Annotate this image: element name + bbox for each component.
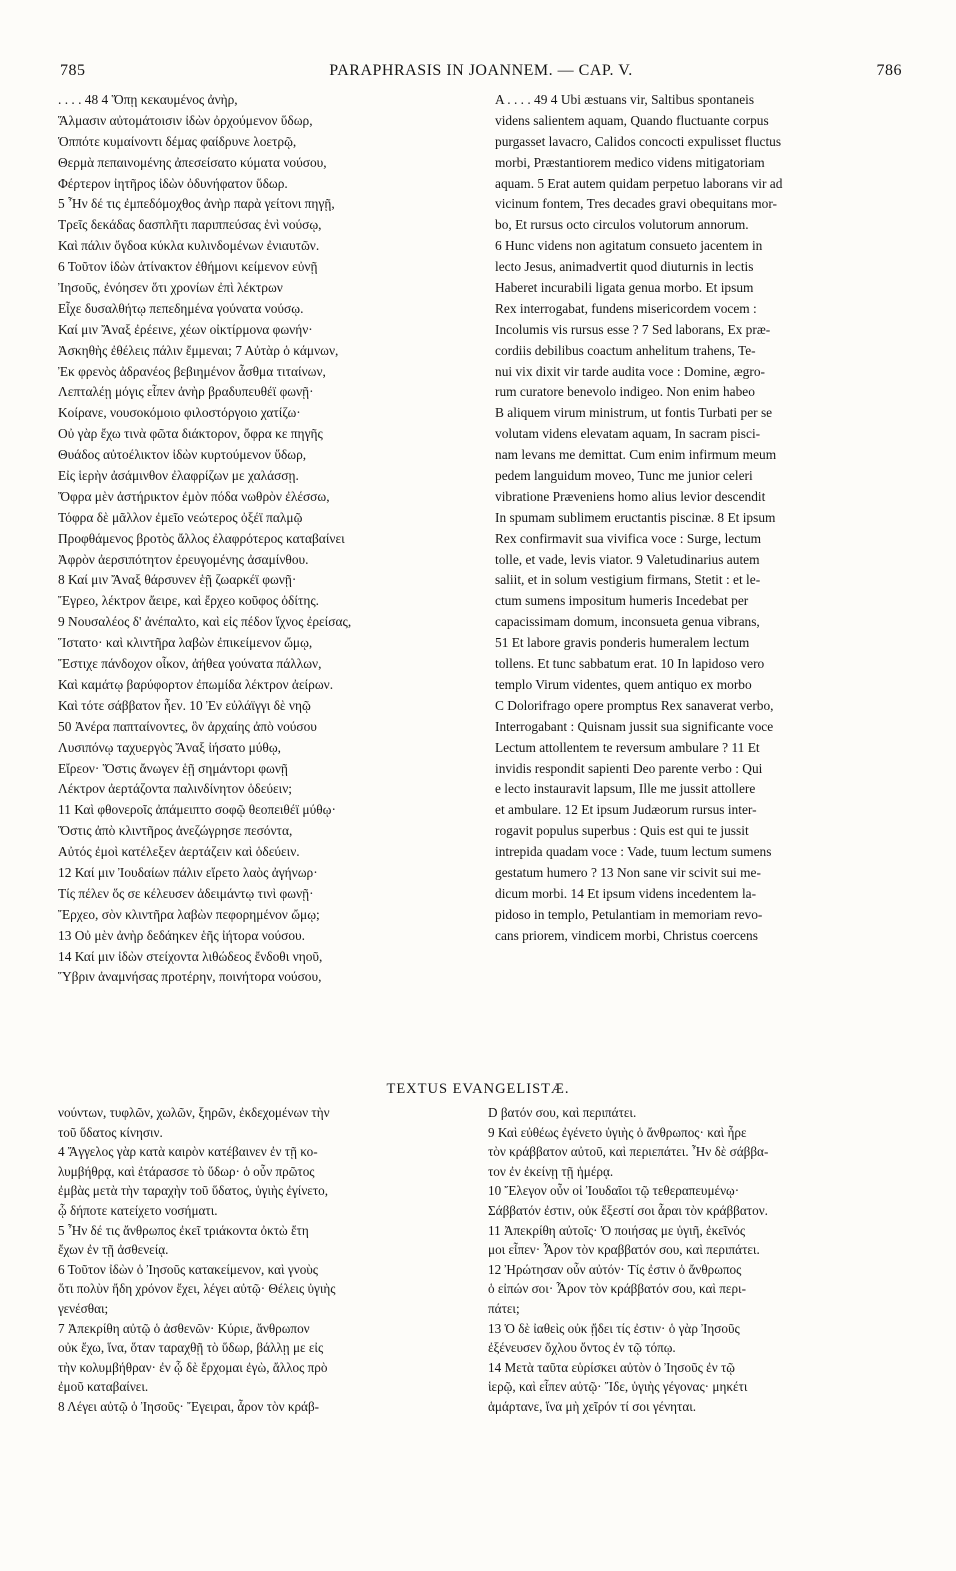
latin-verse-line: purgasset lavacro, Calidos concocti expulisset fluctus [495,133,782,149]
gospel-left-line: νούντων, τυφλῶν, χωλῶν, ξηρῶν, ἐκδεχομένων τὴν [58,1105,330,1120]
greek-verse-line: Καὶ καμάτῳ βαρύφορτον ἐπωμίδα λέκτρον ἀείρων. [58,676,334,692]
greek-verse-line: Καὶ τότε σάββατον ἦεν. 10 Ἐν εὐλάϊγγι δὲ νηῷ [58,697,311,713]
greek-verse-line: 13 Οὐ μὲν ἀνὴρ δεδάηκεν ἑῆς ἰήτορα νούσου. [58,927,306,943]
greek-verse-line: Ἀσκηθὴς ἐθέλεις πάλιν ἔμμεναι; 7 Αὐτὰρ ὁ κάμνων, [58,342,339,358]
latin-verse-line: videns salientem aquam, Quando fluctuante corpus [495,112,769,128]
running-title: PARAPHRASIS IN JOANNEM. — CAP. V. [329,62,633,79]
greek-verse-line: Ἵστατο· καὶ κλιντῆρα λαβὼν ἐπικείμενον ὤμῳ, [58,635,313,651]
gospel-right-line: 9 Καὶ εὐθέως ἐγένετο ὑγιὴς ὁ ἄνθρωπος· καὶ ἦρε [488,1124,747,1140]
latin-verse-line: invidis respondit sapienti Deo parente verbo : Qui [495,760,763,776]
gospel-left-line: οὐκ ἔχω, ἵνα, ὅταν ταραχθῇ τὸ ὕδωρ, βάλλῃ με εἰς [58,1340,324,1356]
latin-verse-line: ctum sumens impositum humeris Incedebat per [495,593,749,609]
greek-verse-line: Εἶχε δυσαλθήτῳ πεπεδημένα γούνατα νούσῳ. [58,300,304,316]
greek-verse-line: Εἴρεον· Ὅστις ἄνωγεν ἑῇ σημάντορι φωνῇ [58,760,288,776]
gospel-right-line: 12 Ἠρώτησαν οὖν αὐτόν· Τίς ἐστιν ὁ ἄνθρωπος [488,1261,742,1277]
gospel-right-line: 14 Μετὰ ταῦτα εὑρίσκει αὐτὸν ὁ Ἰησοῦς ἐν τῷ [488,1359,735,1375]
latin-verse-line: 6 Hunc videns non agitatum consueto jacentem in [495,238,763,254]
latin-verse-line: nam levans me demittat. Cum enim infirmum meum [495,447,777,463]
gospel-text-right-column [488,1103,908,1417]
latin-verse-line: B aliquem virum ministrum, ut fontis Turbati per se [495,405,773,421]
gospel-left-line: λυμβήθρᾳ, καὶ ἐτάρασσε τὸ ὕδωρ· ὁ οὖν πρῶτος [58,1163,315,1179]
gospel-right-line: τὸν κράββατον αὐτοῦ, καὶ περιεπάτει. Ἦν δὲ σάββα- [488,1144,769,1160]
latin-verse-line: volutam videns elevatam aquam, In sacram pisci- [495,426,761,442]
latin-verse-line: 51 Et labore gravis ponderis humeralem lectum [495,635,750,651]
greek-verse-line: 6 Τοῦτον ἰδὼν ἀτίνακτον ἐθήμονι κείμενον εὐνῇ [58,259,318,275]
gospel-right-line: ἱερῷ, καὶ εἶπεν αὐτῷ· Ἴδε, ὑγιὴς γέγονας· μηκέτι [488,1379,748,1395]
latin-verse-line: cordiis debilibus coactum anhelitum trahens, Te- [495,342,756,358]
latin-verse-line: lecto Jesus, animadvertit quod diuturnis in lectis [495,259,754,275]
gospel-left-line: γενέσθαι; [58,1300,109,1316]
greek-verse-line: Τόφρα δὲ μᾶλλον ἐμεῖο νεώτερος ὀξέϊ παλμῷ [58,509,303,525]
greek-verse-line: Λυσιπόνῳ ταχυεργὸς Ἄναξ ἰήσατο μύθῳ, [58,739,281,755]
latin-verse-line: Lectum attollentem te reversum ambulare ? 11 Et [495,739,760,755]
greek-verse-line: Ὅστις ἀπὸ κλιντῆρος ἀνεζώγρησε πεσόντα, [58,823,293,839]
latin-verse-line: Incolumis vis rursus esse ? 7 Sed laborans, Ex præ- [495,321,771,337]
gospel-left-line: ὅτι πολὺν ἤδη χρόνον ἔχει, λέγει αὐτῷ· Θέλεις ὑγιὴς [58,1281,336,1297]
greek-verse-line: 50 Ἀνέρα παπταίνοντες, ὃν ἀρχαίης ἀπὸ νούσου [58,718,317,734]
latin-verse-line: tolle, et vade, levis viator. 9 Valetudinarius autem [495,551,760,567]
greek-verse-line: 8 Καί μιν Ἄναξ θάρσυνεν ἑῇ ζωαρκέϊ φωνῇ· [58,572,297,588]
greek-verse-line: Οὐ γὰρ ἔχω τινὰ φῶτα διάκτορον, ὄφρα κε πηγῆς [58,426,323,442]
greek-verse-line: Ὕβριν ἀναμνήσας προτέρην, ποινήτορα νούσου, [58,969,322,985]
gospel-left-line: ἔχων ἐν τῇ ἀσθενείᾳ. [58,1242,169,1258]
section-title: TEXTUS EVANGELISTÆ. [386,1081,570,1097]
latin-verse-line: intrepida quadam voce : Vade, tuum lectum sumens [495,844,772,860]
latin-verse-line: e lecto instauravit lapsum, Ille me jussit attollere [495,781,756,797]
page-number-right: 786 [876,62,902,79]
latin-verse-line: pidoso in templo, Petulantiam in memoriam revo- [495,906,763,922]
greek-verse-line: Αὐτός ἐμοὶ κατέλεξεν ἀερτάζειν καὶ ὁδεύειν. [58,844,300,860]
gospel-left-line: ἐμβὰς μετὰ τὴν ταραχὴν τοῦ ὕδατος, ὑγιὴς ἐγίνετο, [58,1183,329,1199]
latin-verse-line: nui vix dixit vir tarde audita voce : Domine, ægro- [495,363,765,379]
greek-verse-line: Τίς πέλεν ὅς σε κέλευσεν ἀδειμάντῳ τινὶ φωνῇ· [58,885,314,901]
latin-verse-line: tollens. Et tunc sabbatum erat. 10 In lapidoso vero [495,656,765,672]
latin-verse-line: et ambulare. 12 Et ipsum Judæorum rursus inter- [495,802,757,818]
greek-verse-line: Καὶ πάλιν ὄγδοα κύκλα κυλινδομένων ἐνιαυτῶν. [58,238,320,254]
gospel-left-line: 5 Ἦν δέ τις ἄνθρωπος ἐκεῖ τριάκοντα ὀκτὼ ἔτη [58,1222,309,1238]
greek-verse-line: Ἔστιχε πάνδοχον οἶκον, ἀήθεα γούνατα πάλλων, [58,656,322,672]
greek-verse-line: Κοίρανε, νουσοκόμοιο φιλοστόργοιο χατίζω· [58,405,301,421]
gospel-text-left-column [58,1103,458,1417]
latin-verse-line: Rex interrogabat, fundens misericordem vocem : [495,300,757,316]
latin-verse-line: bo, Et rursus octo circulos volutorum annorum. [495,217,749,233]
greek-paraphrase-column [58,90,468,988]
greek-verse-line: 12 Καί μιν Ἰουδαίων πάλιν εἴρετο λαὸς ἀγήνωρ· [58,864,318,880]
latin-verse-line: rogavit populus superbus : Quis est qui te jussit [495,823,749,839]
gospel-right-line: 13 Ὁ δὲ ἰαθεὶς οὐκ ᾔδει τίς ἐστιν· ὁ γὰρ Ἰησοῦς [488,1320,740,1336]
gospel-right-line: ἐξένευσεν ὄχλου ὄντος ἐν τῷ τόπῳ. [488,1340,676,1356]
greek-verse-line: Ἰησοῦς, ἐνόησεν ὅτι χρονίων ἐπὶ λέκτρων [58,280,283,296]
latin-verse-line: saliit, et in solum vestigium firmans, Stetit : et le- [495,572,761,588]
page-number-left: 785 [60,62,86,79]
greek-verse-line: 9 Νουσαλέος δ' ἀνέπαλτο, καὶ εἰς πέδον ἴχνος ἐρείσας, [58,614,352,630]
greek-verse-line: Ἔγρεο, λέκτρον ἄειρε, καὶ ἔρχεο κοῦφος ὁδίτης. [58,593,319,609]
latin-verse-line: vicinum fontem, Tres decades gravi obequitans mor- [495,196,777,212]
latin-verse-line: aquam. 5 Erat autem quidam perpetuo laborans vir ad [495,175,783,191]
greek-verse-line: 14 Καί μιν ἰδὼν στείχοντα λιθώδεος ἔνδοθι νηοῦ, [58,948,323,964]
greek-verse-line: Καί μιν Ἄναξ ἐρέεινε, χέων οἰκτίρμονα φωνήν· [58,321,313,337]
gospel-right-line: 11 Ἀπεκρίθη αὐτοῖς· Ὁ ποιήσας με ὑγιῆ, ἐκεῖνός [488,1222,746,1238]
gospel-left-line: 6 Τοῦτον ἰδὼν ὁ Ἰησοῦς κατακείμενον, καὶ γνοὺς [58,1261,319,1277]
latin-verse-line: morbi, Præstantiorem medico videns mitigatoriam [495,154,765,170]
gospel-left-line: ᾧ δήποτε κατείχετο νοσήματι. [58,1202,218,1218]
latin-translation-column [495,90,915,947]
greek-verse-line: Ἐκ φρενὸς ἀδρανέος βεβιημένον ἆσθμα τιταίνων, [58,363,326,379]
gospel-right-line: ἁμάρτανε, ἵνα μὴ χεῖρόν τί σοι γένηται. [488,1398,697,1414]
greek-verse-line: Ἔρχεο, σὸν κλιντῆρα λαβὼν πεφορημένον ὤμῳ; [58,906,320,922]
latin-verse-line: templo Virum videntes, quem antiquo ex morbo [495,676,752,692]
latin-verse-line: vibratione Præveniens homo alius levior descendit [495,488,766,504]
greek-verse-line: Προφθάμενος βροτὸς ἄλλος ἐλαφρότερος καταβαίνει [58,530,345,546]
latin-verse-line: pedem languidum moveo, Tunc me junior celeri [495,468,753,484]
latin-verse-line: Interrogabant : Quisnam jussit sua significante voce [495,718,774,734]
greek-verse-line: 5 Ἦν δέ τις ἐμπεδόμοχθος ἀνὴρ παρὰ γείτονι πηγῇ, [58,196,335,212]
greek-verse-line: . . . . 48 4 Ὅπῃ κεκαυμένος ἀνὴρ, [58,92,238,107]
greek-verse-line: Ὁππότε κυμαίνοντι δέμας φαίδρυνε λοετρῷ, [58,133,297,149]
gospel-left-line: τοῦ ὕδατος κίνησιν. [58,1124,163,1140]
gospel-right-line: D βατόν σου, καὶ περιπάτει. [488,1105,637,1120]
greek-verse-line: Φέρτερον ἰητῆρος ἰδὼν ὀδυνήφατον ὕδωρ. [58,175,288,191]
greek-verse-line: Θυάδος αὐτοέλικτον ἰδὼν κυρτούμενον ὕδωρ, [58,447,307,463]
latin-verse-line: Haberet incurabili ligata genua morbo. Et ipsum [495,280,754,296]
gospel-left-line: 4 Ἄγγελος γὰρ κατὰ καιρὸν κατέβαινεν ἐν τῇ κο- [58,1144,318,1160]
latin-verse-line: Rex confirmavit sua vivifica voce : Surge, lectum [495,530,762,546]
running-header [60,62,902,86]
greek-verse-line: Ἀφρὸν ἀερσιπότητον ἐρευγομένης ἀσαμίνθου. [58,551,309,567]
greek-verse-line: Λεπταλέῃ μόγις εἶπεν ἀνὴρ βραδυπευθέϊ φωνῇ· [58,384,314,400]
gospel-right-line: 10 Ἔλεγον οὖν οἱ Ἰουδαῖοι τῷ τεθεραπευμένῳ· [488,1183,740,1199]
latin-verse-line: capacissimam domum, inconsueta genua vibrans, [495,614,760,630]
greek-verse-line: Εἰς ἱερὴν ἀσάμινθον ἐλαφρίζων με χαλάσσῃ. [58,468,299,484]
greek-verse-line: 11 Καὶ φθονεροῖς ἀπάμειπτο σοφῷ θεοπειθέϊ μύθῳ· [58,802,336,818]
latin-verse-line: dicum morbi. 14 Et ipsum videns incedentem la- [495,885,757,901]
greek-verse-line: Λέκτρον ἀερτάζοντα παλινδίνητον ὁδεύειν; [58,781,292,797]
greek-verse-line: Ἅλμασιν αὐτομάτοισιν ἰδὼν ὀρχούμενον ὕδωρ, [58,112,313,128]
gospel-right-line: ὁ εἰπών σοι· Ἆρον τὸν κράββατόν σου, καὶ περι- [488,1281,746,1297]
latin-verse-line: C Dolorifrago opere promptus Rex sanaverat verbo, [495,697,774,713]
gospel-right-line: τον ἐν ἐκείνῃ τῇ ἡμέρᾳ. [488,1163,614,1179]
gospel-left-line: 7 Ἀπεκρίθη αὐτῷ ὁ ἀσθενῶν· Κύριε, ἄνθρωπον [58,1320,310,1336]
gospel-right-line: μοι εἶπεν· Ἆρον τὸν κραββατόν σου, καὶ περιπάτει. [488,1242,760,1258]
gospel-left-line: ἐμοῦ καταβαίνει. [58,1379,149,1395]
greek-verse-line: Θερμὰ πεπαινομένης ἀπεσείσατο κύματα νούσου, [58,154,327,170]
gospel-left-line: 8 Λέγει αὐτῷ ὁ Ἰησοῦς· Ἔγειραι, ἆρον τὸν κράβ- [58,1398,320,1414]
gospel-left-line: τὴν κολυμβήθραν· ἐν ᾧ δὲ ἔρχομαι ἐγὼ, ἄλλος πρὸ [58,1359,328,1375]
gospel-right-line: πάτει; [488,1300,520,1316]
latin-verse-line: cans priorem, vindicem morbi, Christus coercens [495,927,758,943]
latin-verse-line: A . . . . 49 4 Ubi æstuans vir, Saltibus spontaneis [495,92,755,107]
latin-verse-line: rum curatore benevolo indigeo. Non enim habeo [495,384,755,400]
latin-verse-line: gestatum humero ? 13 Non sane vir scivit sui me- [495,864,761,880]
gospel-right-line: Σάββατόν ἐστιν, οὐκ ἔξεστί σοι ἆραι τὸν κράββατον. [488,1202,768,1218]
greek-verse-line: Τρεῖς δεκάδας δασπλῆτι παριππεύσας ἑνὶ νούσῳ, [58,217,322,233]
greek-verse-line: Ὄφρα μὲν ἀστήρικτον ἐμὸν πόδα νωθρὸν ἐλέσσω, [58,488,330,504]
latin-verse-line: In spumam sublimem eructantis piscinæ. 8 Et ipsum [495,509,776,525]
